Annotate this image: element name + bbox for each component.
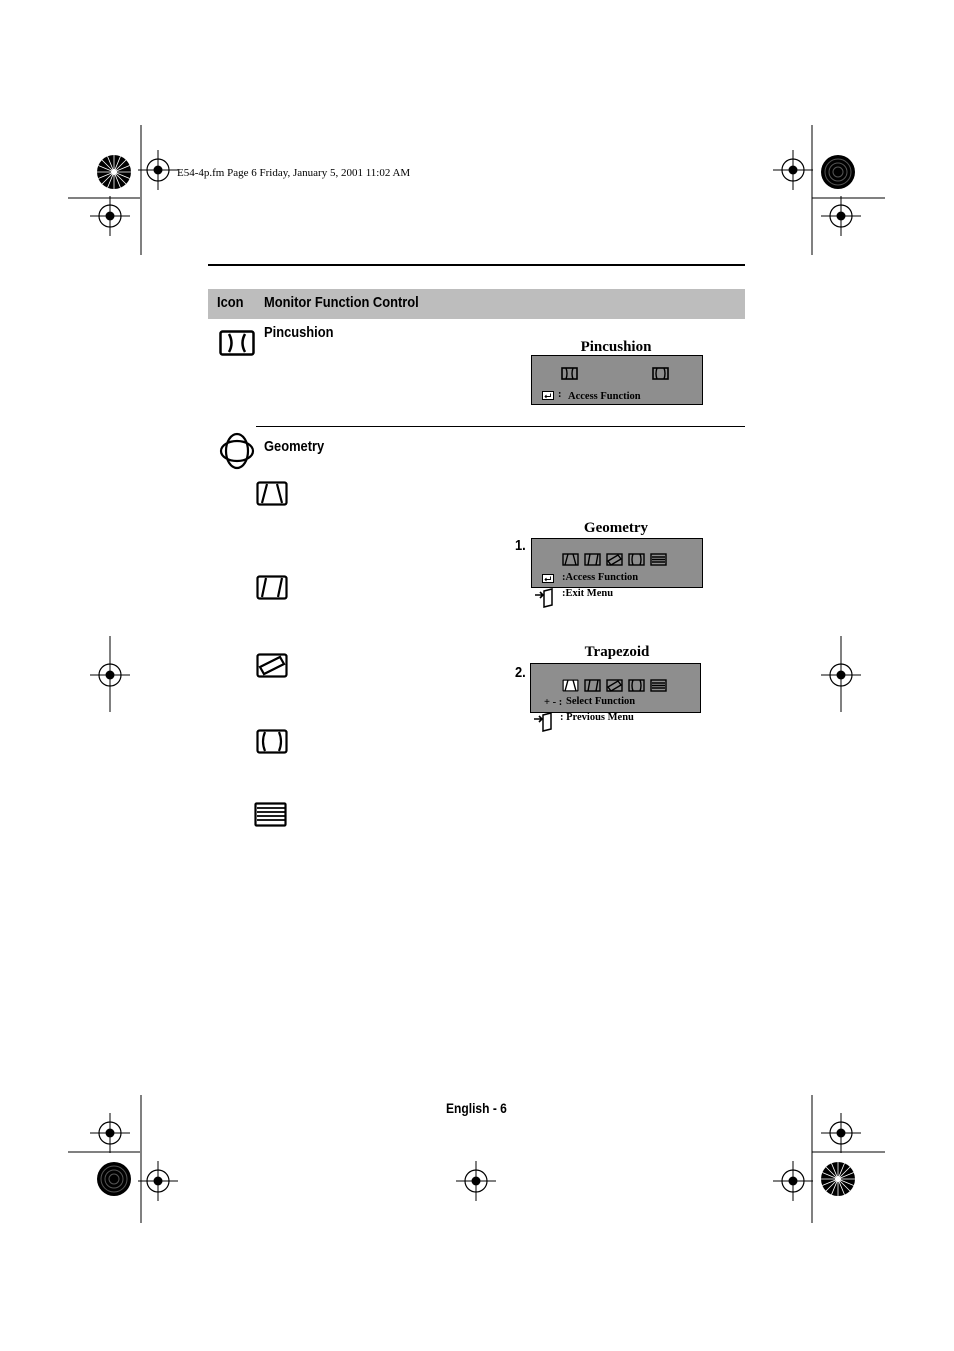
column-header-function: Monitor Function Control <box>264 294 419 311</box>
rotation-icon <box>256 653 288 678</box>
step2-osd-title: Trapezoid <box>584 644 650 660</box>
pincushion-out-icon <box>652 367 669 380</box>
previous-door-icon <box>534 712 554 732</box>
step1-access-text: :Access Function <box>562 572 639 583</box>
pincushion-osd-panel <box>531 355 703 405</box>
page-footer: English - 6 <box>446 1100 507 1116</box>
trapezoid-icon <box>256 481 288 506</box>
table-header <box>208 289 745 319</box>
moire-icon <box>254 802 288 827</box>
step2-select-text: Select Function <box>566 696 636 707</box>
step2-osd-panel <box>530 663 701 713</box>
step1-number: 1. <box>515 537 526 554</box>
step1-exit-text: :Exit Menu <box>562 588 614 599</box>
exit-door-icon <box>535 588 555 608</box>
geometry-submenu-icons <box>562 553 670 566</box>
step2-number: 2. <box>515 664 526 681</box>
step1-osd-title: Geometry <box>583 520 649 536</box>
pincushion-heading: Pincushion <box>264 324 334 341</box>
section-divider <box>256 426 745 427</box>
enter-key-icon <box>542 574 554 583</box>
step2-previous-text: : Previous Menu <box>560 712 634 723</box>
top-rule <box>208 264 745 266</box>
step2-plus-minus: + - : <box>544 697 563 708</box>
step1-osd-panel <box>531 538 703 588</box>
pincushion-osd-access: Access Function <box>568 391 641 402</box>
trapezoid-submenu-icons <box>562 679 670 692</box>
pincushion-in-icon <box>561 367 578 380</box>
geometry-icon <box>219 432 255 470</box>
pincushion-osd-colon: : <box>558 389 562 400</box>
column-header-icon: Icon <box>217 294 244 311</box>
pincushion-icon <box>219 330 255 356</box>
enter-key-icon <box>542 391 554 400</box>
geometry-heading: Geometry <box>264 438 325 455</box>
pin-balance-icon <box>256 729 288 754</box>
parallelogram-icon <box>256 575 288 600</box>
pincushion-osd-title: Pincushion <box>580 339 652 355</box>
print-header: E54-4p.fm Page 6 Friday, January 5, 2001 11:02 AM <box>177 167 411 179</box>
